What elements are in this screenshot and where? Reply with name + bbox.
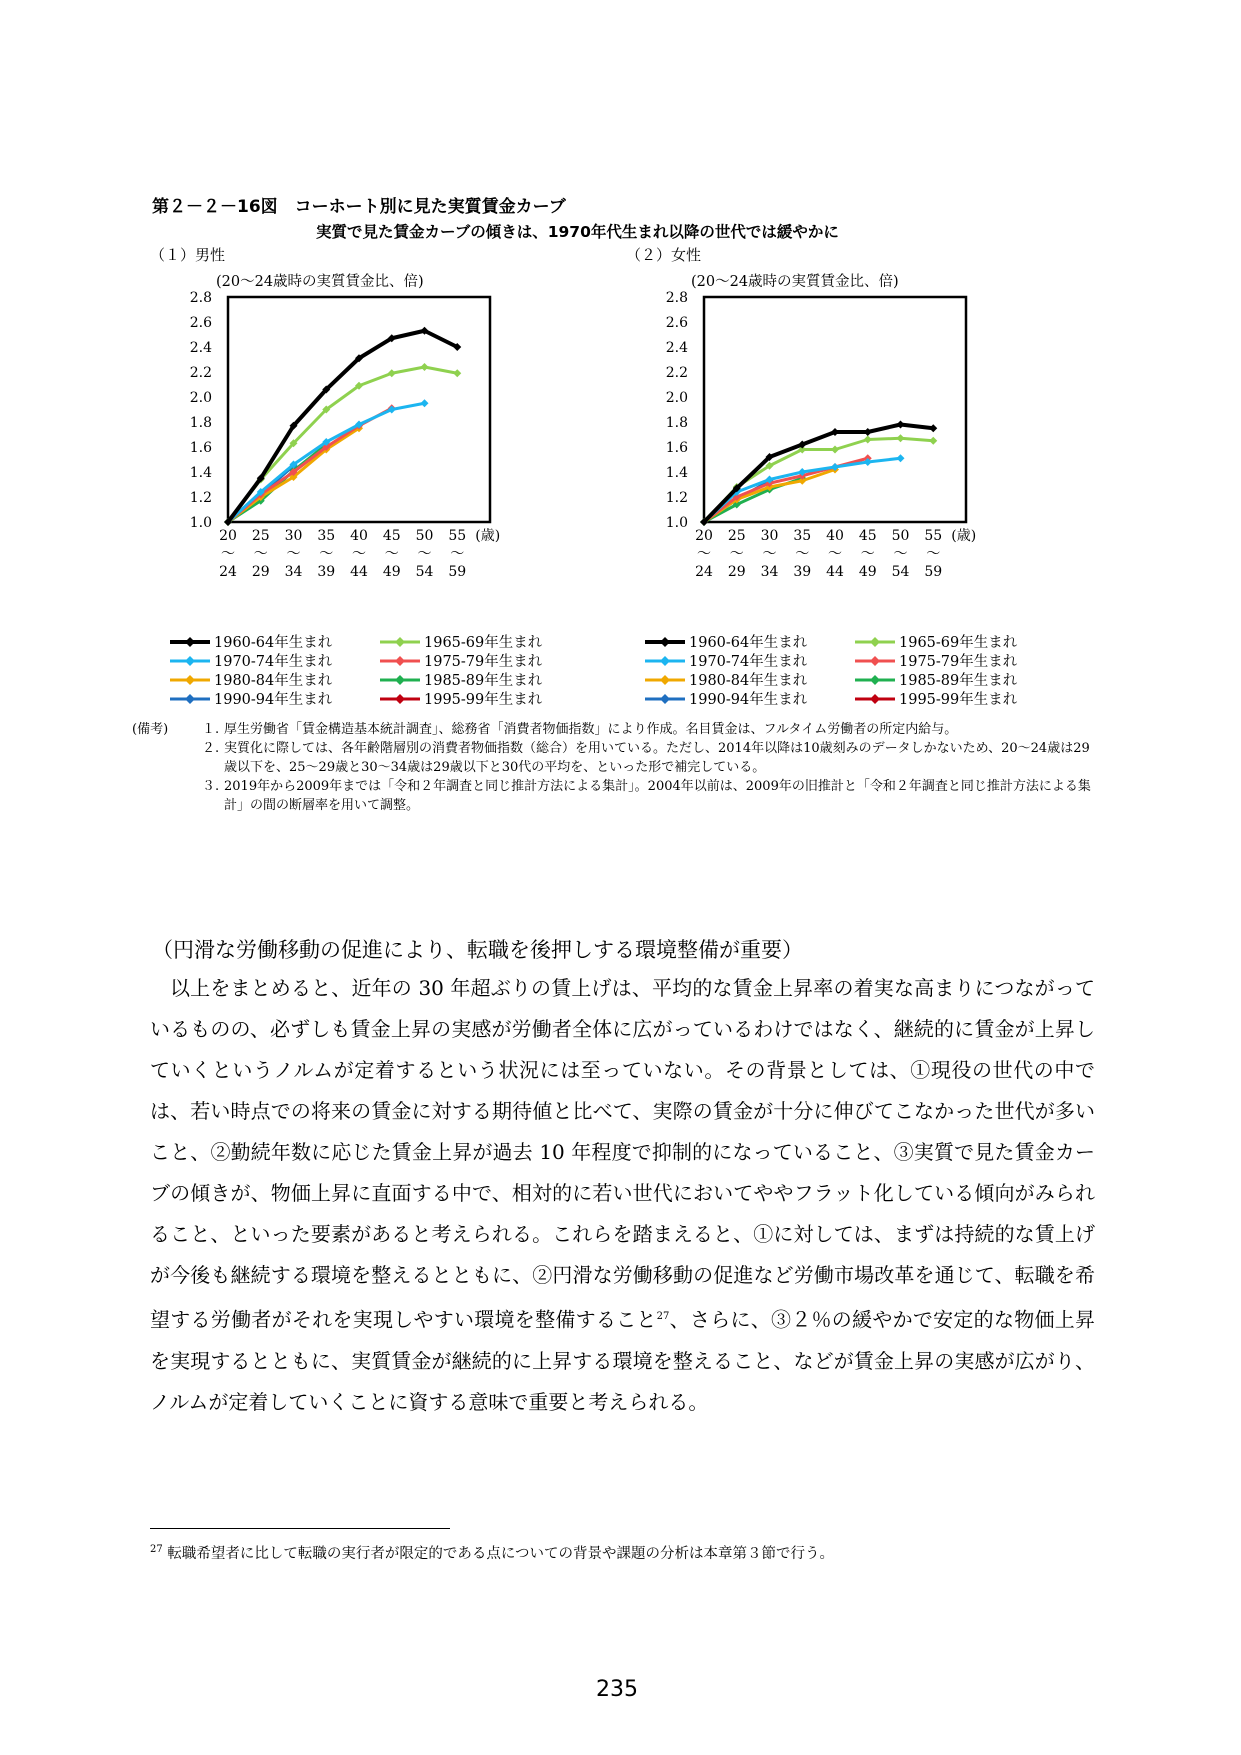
- legend-marker: [185, 656, 195, 666]
- y-tick-label: 1.4: [665, 465, 688, 481]
- note-item: ３. 2019年から2009年までは「令和２年調査と同じ推計方法による集計」。2004年以前は、2009年の旧推計と「令和２年調査と同じ推計方法による集計」の間の断層率を用いて調整。: [202, 779, 1091, 813]
- footnote-divider: [150, 1528, 450, 1529]
- data-point: [864, 436, 872, 444]
- x-tick-label: 40: [350, 528, 368, 544]
- x-tick-label: 49: [382, 564, 401, 580]
- x-tick-label: 30: [760, 528, 779, 544]
- x-tick-label: 44: [826, 564, 844, 580]
- legend-label: 1965-69年生まれ: [899, 635, 1018, 651]
- data-point: [453, 369, 461, 377]
- y-tick-label: 2.2: [189, 365, 212, 381]
- y-tick-label: 1.2: [665, 490, 688, 506]
- body-paragraph: 以上をまとめると、近年の 30 年超ぶりの賃上げは、平均的な賃金上昇率の着実な高まりにつながっているものの、必ずしも賃金上昇の実感が労働者全体に広がっているわけではなく、継続的に賃金が上昇していくというノルムが定着するという状況には至っていない。その背景としては、①現役の世代の中では、若い時点での将来の賃金に対する期待値と比べて、実際の賃金が十分に伸びてこなかった世代が多いこと、②勤続年数に応じた賃金上昇が過去 10 年程度で抑制的になっていること、③実質で見た賃金カーブの傾きが、物価上昇に直面する中で、相対的に若い世代においてややフラット化している傾向がみられること、といった要素があると考えられる。これらを踏まえると、①に対しては、まずは持続的な賃上げが今後も継続する環境を整えるとともに、②円滑な労働移動の促進など労働市場改革を通じて、転職を希望する労働者がそれを実現しやすい環境を整備すること$^{27}$、さらに、③２％の緩やかで安定的な物価上昇を実現するとともに、実質賃金が継続的に上昇する環境を整えること、などが賃金上昇の実感が広がり、ノルムが定着していくことに資する意味で重要と考えられる。: [150, 976, 1096, 1414]
- y-unit-female: (20～24歳時の実質賃金比、倍): [691, 274, 899, 290]
- legend-marker: [870, 675, 880, 685]
- y-tick-label: 1.4: [189, 465, 212, 481]
- x-tick-label: 34: [284, 564, 303, 580]
- x-tick-label: ～: [795, 546, 810, 562]
- y-tick-label: 2.0: [665, 390, 688, 406]
- x-tick-label: 45: [858, 528, 877, 544]
- panel-title-male: （１）男性: [150, 246, 226, 264]
- legend-marker: [185, 694, 195, 704]
- footnote-number: 27: [150, 1544, 163, 1556]
- legend-male: [170, 630, 620, 718]
- x-tick-label: 29: [727, 564, 746, 580]
- page-number: 235: [596, 1677, 638, 1702]
- y-tick-label: 1.8: [665, 415, 688, 431]
- y-tick-label: 2.6: [665, 315, 688, 331]
- x-tick-label: 44: [350, 564, 368, 580]
- x-tick-label: 39: [317, 564, 336, 580]
- data-point: [421, 363, 429, 371]
- legend-label: 1990-94年生まれ: [689, 692, 808, 708]
- legend-label: 1965-69年生まれ: [424, 635, 543, 651]
- legend-label: 1980-84年生まれ: [689, 673, 808, 689]
- y-unit-male: (20～24歳時の実質賃金比、倍): [216, 274, 424, 290]
- x-tick-label: ～: [697, 546, 711, 562]
- footnote-ref: 27: [656, 1311, 670, 1322]
- data-point: [897, 421, 905, 429]
- y-tick-label: 1.6: [665, 440, 688, 456]
- y-tick-label: 2.8: [189, 290, 212, 306]
- figure-subtitle: 実質で見た賃金カーブの傾きは、1970年代生まれ以降の世代では緩やかに: [316, 223, 839, 241]
- notes-label: (備考): [132, 722, 169, 737]
- x-tick-label: 59: [924, 564, 943, 580]
- legend-label: 1970-74年生まれ: [689, 654, 808, 670]
- x-tick-label: 50: [415, 528, 434, 544]
- x-tick-label: 20: [695, 528, 713, 544]
- y-tick-label: 2.8: [665, 290, 688, 306]
- x-tick-label: 35: [793, 528, 812, 544]
- x-tick-label: ～: [762, 546, 777, 562]
- legend-marker: [395, 675, 405, 685]
- x-tick-label: ～: [729, 546, 744, 562]
- x-tick-label: 54: [415, 564, 434, 580]
- legend-label: 1975-79年生まれ: [424, 654, 543, 670]
- x-tick-label: 55: [448, 528, 467, 544]
- legend-marker: [660, 656, 670, 666]
- panel-title-female: （２）女性: [626, 246, 702, 264]
- x-tick-label: 25: [727, 528, 746, 544]
- y-tick-label: 1.0: [189, 515, 212, 531]
- x-tick-label: 34: [760, 564, 779, 580]
- x-tick-label: ～: [417, 546, 432, 562]
- x-tick-label: 54: [891, 564, 910, 580]
- y-tick-label: 1.6: [189, 440, 212, 456]
- legend-marker: [870, 637, 880, 647]
- x-tick-label: 50: [891, 528, 910, 544]
- x-tick-label: 25: [251, 528, 270, 544]
- data-point: [864, 428, 872, 436]
- legend-female: [645, 630, 1095, 718]
- note-item: ２. 実質化に際しては、各年齢階層別の消費者物価指数（総合）を用いている。ただし、2014年以降は10歳刻みのデータしかないため、20～24歳は29歳以下を、25～29歳と30～34歳は29歳以下と30代の平均を、といった形で補完している。: [202, 741, 1090, 775]
- series-line: [704, 438, 933, 522]
- data-point: [421, 399, 429, 407]
- legend-marker: [870, 656, 880, 666]
- x-tick-label: 59: [448, 564, 467, 580]
- data-point: [897, 434, 905, 442]
- legend-label: 1985-89年生まれ: [899, 673, 1018, 689]
- x-axis-unit: (歳): [475, 528, 501, 544]
- x-tick-label: ～: [893, 546, 908, 562]
- x-tick-label: ～: [860, 546, 875, 562]
- data-point: [897, 454, 905, 462]
- x-tick-label: ～: [828, 546, 842, 562]
- x-tick-label: 20: [219, 528, 237, 544]
- x-tick-label: 24: [219, 564, 237, 580]
- data-point: [831, 446, 839, 454]
- x-tick-label: ～: [926, 546, 941, 562]
- x-tick-label: ～: [319, 546, 334, 562]
- legend-marker: [185, 675, 195, 685]
- section-heading: （円滑な労働移動の促進により、転職を後押しする環境整備が重要）: [152, 938, 803, 962]
- figure-title: 第２－２－16図 コーホート別に見た実質賃金カーブ: [152, 197, 566, 217]
- chart-female: [636, 285, 1056, 625]
- legend-label: 1960-64年生まれ: [689, 635, 808, 651]
- x-tick-label: ～: [384, 546, 399, 562]
- legend-marker: [395, 637, 405, 647]
- footnote: [150, 1542, 1110, 1563]
- y-tick-label: 1.8: [189, 415, 212, 431]
- x-tick-label: 45: [382, 528, 401, 544]
- legend-label: 1995-99年生まれ: [424, 692, 543, 708]
- legend-marker: [660, 694, 670, 704]
- x-axis-unit: (歳): [951, 528, 977, 544]
- x-tick-label: ～: [450, 546, 465, 562]
- data-point: [929, 424, 937, 432]
- legend-marker: [185, 637, 195, 647]
- legend-label: 1975-79年生まれ: [899, 654, 1018, 670]
- legend-marker: [870, 694, 880, 704]
- x-tick-label: 39: [793, 564, 812, 580]
- x-tick-label: 24: [695, 564, 713, 580]
- x-tick-label: 29: [251, 564, 270, 580]
- x-tick-label: 49: [858, 564, 877, 580]
- data-point: [388, 369, 396, 377]
- chart-male: [160, 285, 580, 625]
- figure-notes: [132, 720, 1092, 815]
- y-tick-label: 2.4: [189, 340, 212, 356]
- x-tick-label: 55: [924, 528, 943, 544]
- x-tick-label: ～: [286, 546, 301, 562]
- y-tick-label: 2.0: [189, 390, 212, 406]
- series-line: [704, 458, 868, 522]
- data-point: [929, 437, 937, 445]
- y-tick-label: 2.4: [665, 340, 688, 356]
- legend-marker: [660, 637, 670, 647]
- footnote-text: 転職希望者に比して転職の実行者が限定的である点についての背景や課題の分析は本章第３節で行う。: [167, 1546, 835, 1562]
- legend-marker: [660, 675, 670, 685]
- x-tick-label: ～: [352, 546, 366, 562]
- legend-label: 1980-84年生まれ: [214, 673, 333, 689]
- x-tick-label: 35: [317, 528, 336, 544]
- legend-marker: [395, 656, 405, 666]
- y-tick-label: 2.2: [665, 365, 688, 381]
- legend-label: 1990-94年生まれ: [214, 692, 333, 708]
- x-tick-label: ～: [253, 546, 268, 562]
- y-tick-label: 1.0: [665, 515, 688, 531]
- legend-label: 1960-64年生まれ: [214, 635, 333, 651]
- legend-label: 1970-74年生まれ: [214, 654, 333, 670]
- y-tick-label: 1.2: [189, 490, 212, 506]
- y-tick-label: 2.6: [189, 315, 212, 331]
- legend-marker: [395, 694, 405, 704]
- legend-label: 1985-89年生まれ: [424, 673, 543, 689]
- legend-label: 1995-99年生まれ: [899, 692, 1018, 708]
- x-tick-label: 30: [284, 528, 303, 544]
- note-item: (備考) １. 厚生労働省「賃金構造基本統計調査」、総務省「消費者物価指数」により作成。名目賃金は、フルタイム労働者の所定内給与。: [132, 722, 958, 737]
- x-tick-label: 40: [826, 528, 844, 544]
- x-tick-label: ～: [221, 546, 235, 562]
